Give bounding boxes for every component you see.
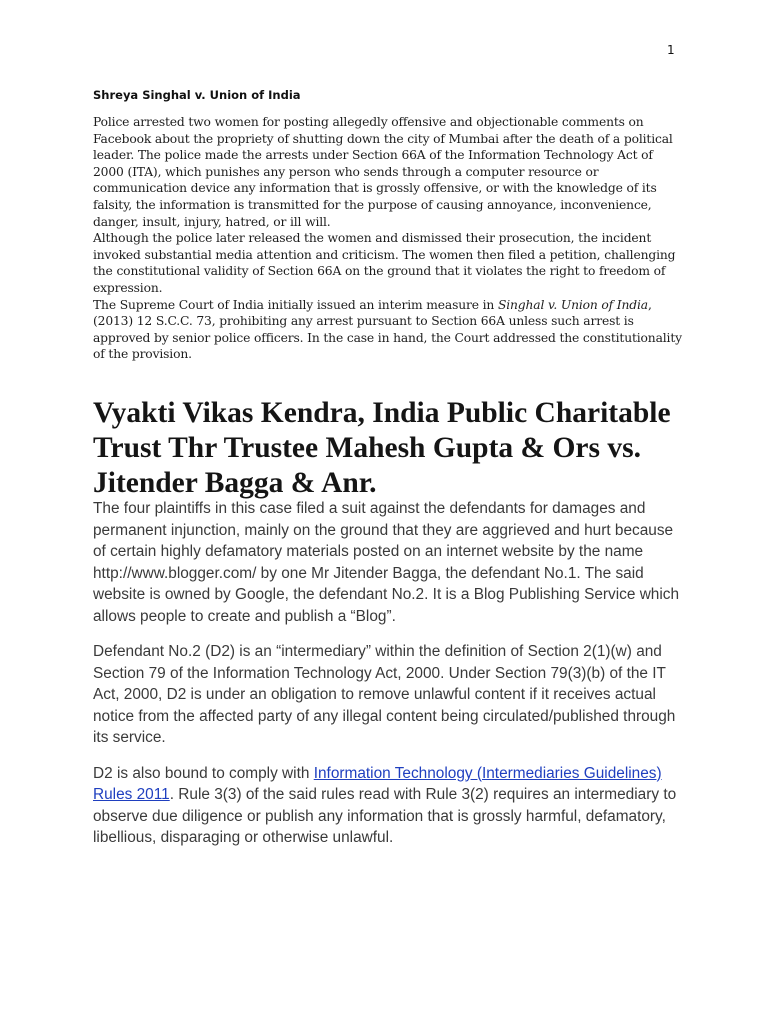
case1-paragraph-3 xyxy=(93,297,683,363)
it-rules-2011-link[interactable]: Information Technology (Intermediaries Guidelines) Rules 2011 xyxy=(93,764,662,803)
case1-title: Shreya Singhal v. Union of India xyxy=(93,88,301,102)
case1-paragraph-2: Although the police later released the women and dismissed their prosecution, the incident invoked substantial media attention and criticism. The women then filed a petition, challenging the constitutional validity of Section 66A on the ground that it violates the right to freedom of expression. xyxy=(93,231,676,295)
case1-para3-text-b: , (2013) 12 S.C.C. 73, prohibiting any arrest pursuant to Section 66A unless such arrest is approved by senior police officers. In the case in hand, the Court addressed the constitutionality of the provision. xyxy=(93,297,682,362)
case2-para3-text-b: . Rule 3(3) of the said rules read with Rule 3(2) requires an intermediary to observe due diligence or publish any information that is grossly harmful, defamatory, libellious, disparaging or otherwise unlawful. xyxy=(93,786,677,846)
case2-paragraph-2: Defendant No.2 (D2) is an “intermediary” within the definition of Section 2(1)(w) and Section 79 of the Information Technology Act, 2000. Under Section 79(3)(b) of the IT Act, 2000, D2 is under an obligation to remove unlawful content if it receives actual notice from the affected party of any illegal content being circulated/published through its service. xyxy=(93,643,676,746)
case1-paragraph-1: Police arrested two women for posting allegedly offensive and objectionable comments on Facebook about the propriety of shutting down the city of Mumbai after the death of a political leader. The police made the arrests under Section 66A of the Information Technology Act of 2000 (ITA), which punishes any person who sends through a computer resource or communication device any information that is grossly offensive, or with the knowledge of its falsity, the information is transmitted for the purpose of causing annoyance, inconvenience, danger, insult, injury, hatred, or ill will. xyxy=(93,115,673,229)
case2-paragraph-3 xyxy=(93,763,683,849)
case2-body xyxy=(93,498,683,863)
case1-case-citation: Singhal v. Union of India xyxy=(497,297,648,312)
case1-body xyxy=(93,114,683,363)
case2-paragraph-1: The four plaintiffs in this case filed a suit against the defendants for damages and permanent injunction, mainly on the ground that they are aggrieved and hurt because of certain highly defamatory materials posted on an internet website by the name http://www.blogger.com/ by one Mr Jitender Bagga, the defendant No.1. The said website is owned by Google, the defendant No.2. It is a Blog Publishing Service which allows people to create and publish a “Blog”. xyxy=(93,500,680,625)
case1-para3-text-a: The Supreme Court of India initially issued an interim measure in xyxy=(93,297,498,312)
case2-title: Vyakti Vikas Kendra, India Public Charitable Trust Thr Trustee Mahesh Gupta & Ors vs. Jitender Bagga & Anr. xyxy=(93,397,671,499)
case2-para3-text-a: D2 is also bound to comply with xyxy=(93,764,314,782)
page-number: 1 xyxy=(667,43,675,57)
